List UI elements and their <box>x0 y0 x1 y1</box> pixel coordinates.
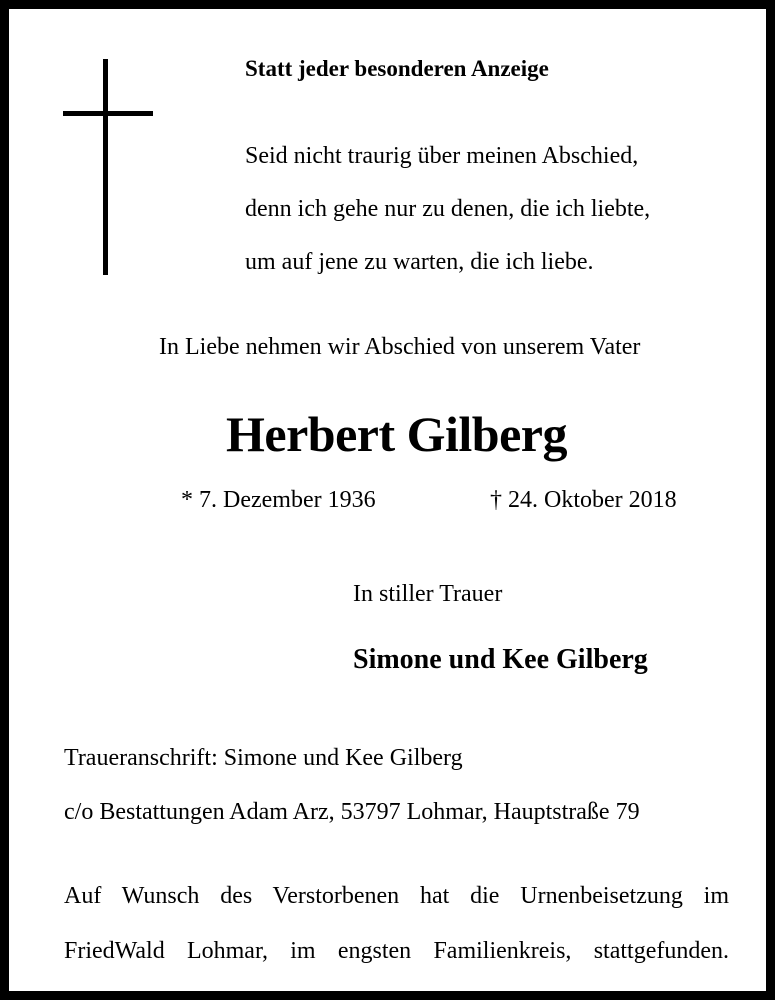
cross-vertical-bar <box>103 59 108 275</box>
address-line-2: c/o Bestattungen Adam Arz, 53797 Lohmar, Hauptstraße 79 <box>64 799 640 825</box>
birth-date: * 7. Dezember 1936 <box>181 487 376 513</box>
cross-horizontal-bar <box>63 111 153 116</box>
cross-icon <box>59 59 155 275</box>
verse-line-3: um auf jene zu warten, die ich liebe. <box>245 249 594 275</box>
verse-line-2: denn ich gehe nur zu denen, die ich liebte, <box>245 196 651 222</box>
verse-line-1: Seid nicht traurig über meinen Abschied, <box>245 143 639 169</box>
note-line-2: FriedWald Lohmar, im engsten Familienkreis, stattgefunden. <box>64 938 729 964</box>
deceased-name: Herbert Gilberg <box>226 406 567 462</box>
family-names: Simone und Kee Gilberg <box>353 644 648 675</box>
note-line-1: Auf Wunsch des Verstorbenen hat die Urnenbeisetzung im <box>64 883 729 909</box>
notice-header: Statt jeder besonderen Anzeige <box>245 56 549 81</box>
death-date: † 24. Oktober 2018 <box>490 487 677 513</box>
address-line-1: Traueranschrift: Simone und Kee Gilberg <box>64 745 463 771</box>
mourning-label: In stiller Trauer <box>353 581 503 607</box>
intro-text: In Liebe nehmen wir Abschied von unserem Vater <box>159 334 641 360</box>
